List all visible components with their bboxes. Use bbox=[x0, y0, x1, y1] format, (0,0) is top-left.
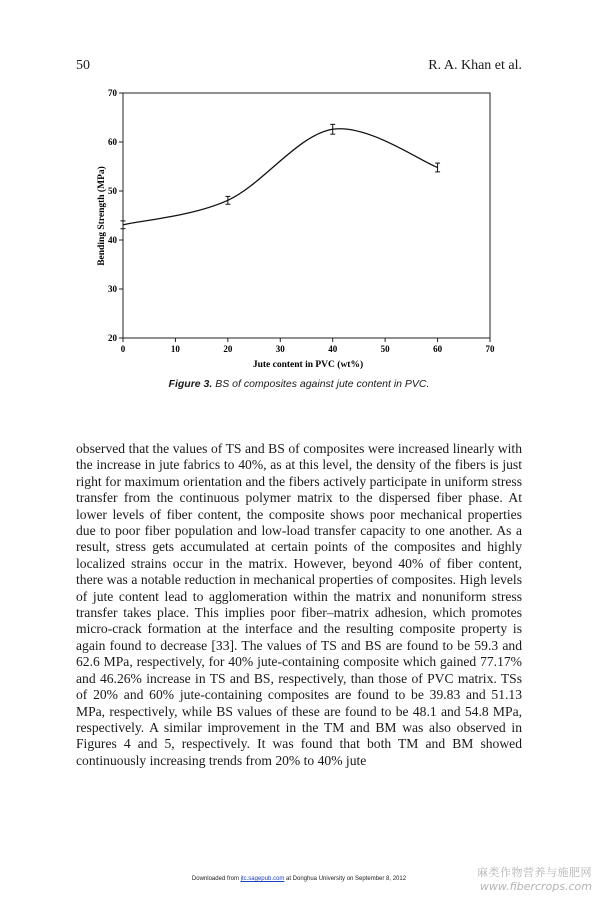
page-number: 50 bbox=[76, 58, 90, 73]
bending-strength-chart bbox=[90, 86, 510, 378]
footer-prefix: Downloaded from bbox=[191, 876, 241, 882]
figure-caption bbox=[0, 378, 598, 390]
y-tick-label: 30 bbox=[108, 284, 117, 294]
error-bar bbox=[225, 196, 230, 204]
body-paragraph: observed that the values of TS and BS of composites were increased linearly with the increase in jute fabrics to 40%, as at this level, the density of the fibers is just right for maximum orientation and the fibers actively participate in uniform stress transfer from the continuous polymer matrix to the dispersed fiber phase. At lower levels of fiber content, the composite shows poor mechanical properties due to poor fiber population and low-load transfer capacity to one another. As a result, stress gets accumulated at certain points of the composites and highly localized strains occur in the matrix. However, beyond 40% of fiber content, there was a notable reduction in mechanical properties of composites. High levels of jute content lead to agglomeration within the matrix and nonuniform stress transfer takes place. This implies poor fiber–matrix adhesion, which promotes micro-crack formation at the interface and the resulting composite property is again found to decrease [33]. The values of TS and BS are found to be 59.3 and 62.6 MPa, respectively, for 40% jute-containing composite which gained 77.17% and 46.26% increase in TS and BS, respectively, than those of PVC matrix. TSs of 20% and 60% jute-containing composites are found to be 39.83 and 51.13 MPa, respectively, while BS values of these are found to be 48.1 and 54.8 MPa, respectively. A similar improvement in the TM and BM was also observed in Figures 4 and 5, respectively. It was found that both TM and BM showed continuously increasing trends from 20% to 40% jute bbox=[76, 441, 522, 768]
error-bar bbox=[435, 163, 440, 172]
x-tick-label: 20 bbox=[223, 344, 233, 354]
x-tick-label: 30 bbox=[275, 344, 285, 354]
y-tick-label: 50 bbox=[108, 186, 117, 196]
watermark bbox=[477, 864, 592, 893]
y-tick-label: 70 bbox=[108, 88, 117, 98]
figure-label: Figure 3. bbox=[168, 378, 213, 390]
x-tick-label: 40 bbox=[328, 344, 338, 354]
x-tick-label: 10 bbox=[170, 344, 180, 354]
x-tick-label: 0 bbox=[120, 344, 126, 354]
watermark-line1: 麻类作物营养与施肥网 bbox=[477, 866, 592, 879]
x-tick-label: 50 bbox=[380, 344, 390, 354]
x-tick-label: 60 bbox=[433, 344, 443, 354]
y-tick-label: 20 bbox=[108, 333, 117, 343]
y-tick-label: 60 bbox=[108, 137, 117, 147]
footer-suffix: at Donghua University on September 8, 2012 bbox=[284, 876, 407, 882]
y-axis-label: Bending Strength (MPa) bbox=[97, 166, 107, 266]
running-head: R. A. Khan et al. bbox=[428, 58, 522, 73]
figure-caption-text: BS of composites against jute content in PVC. bbox=[215, 378, 430, 390]
footer-link[interactable]: jtc.sagepub.com bbox=[240, 876, 285, 882]
y-tick-label: 40 bbox=[108, 235, 117, 245]
watermark-line2: www.fibercrops.com bbox=[479, 880, 592, 893]
x-tick-label: 70 bbox=[485, 344, 495, 354]
series-line bbox=[123, 129, 438, 225]
x-axis-label: Jute content in PVC (wt%) bbox=[252, 360, 364, 370]
